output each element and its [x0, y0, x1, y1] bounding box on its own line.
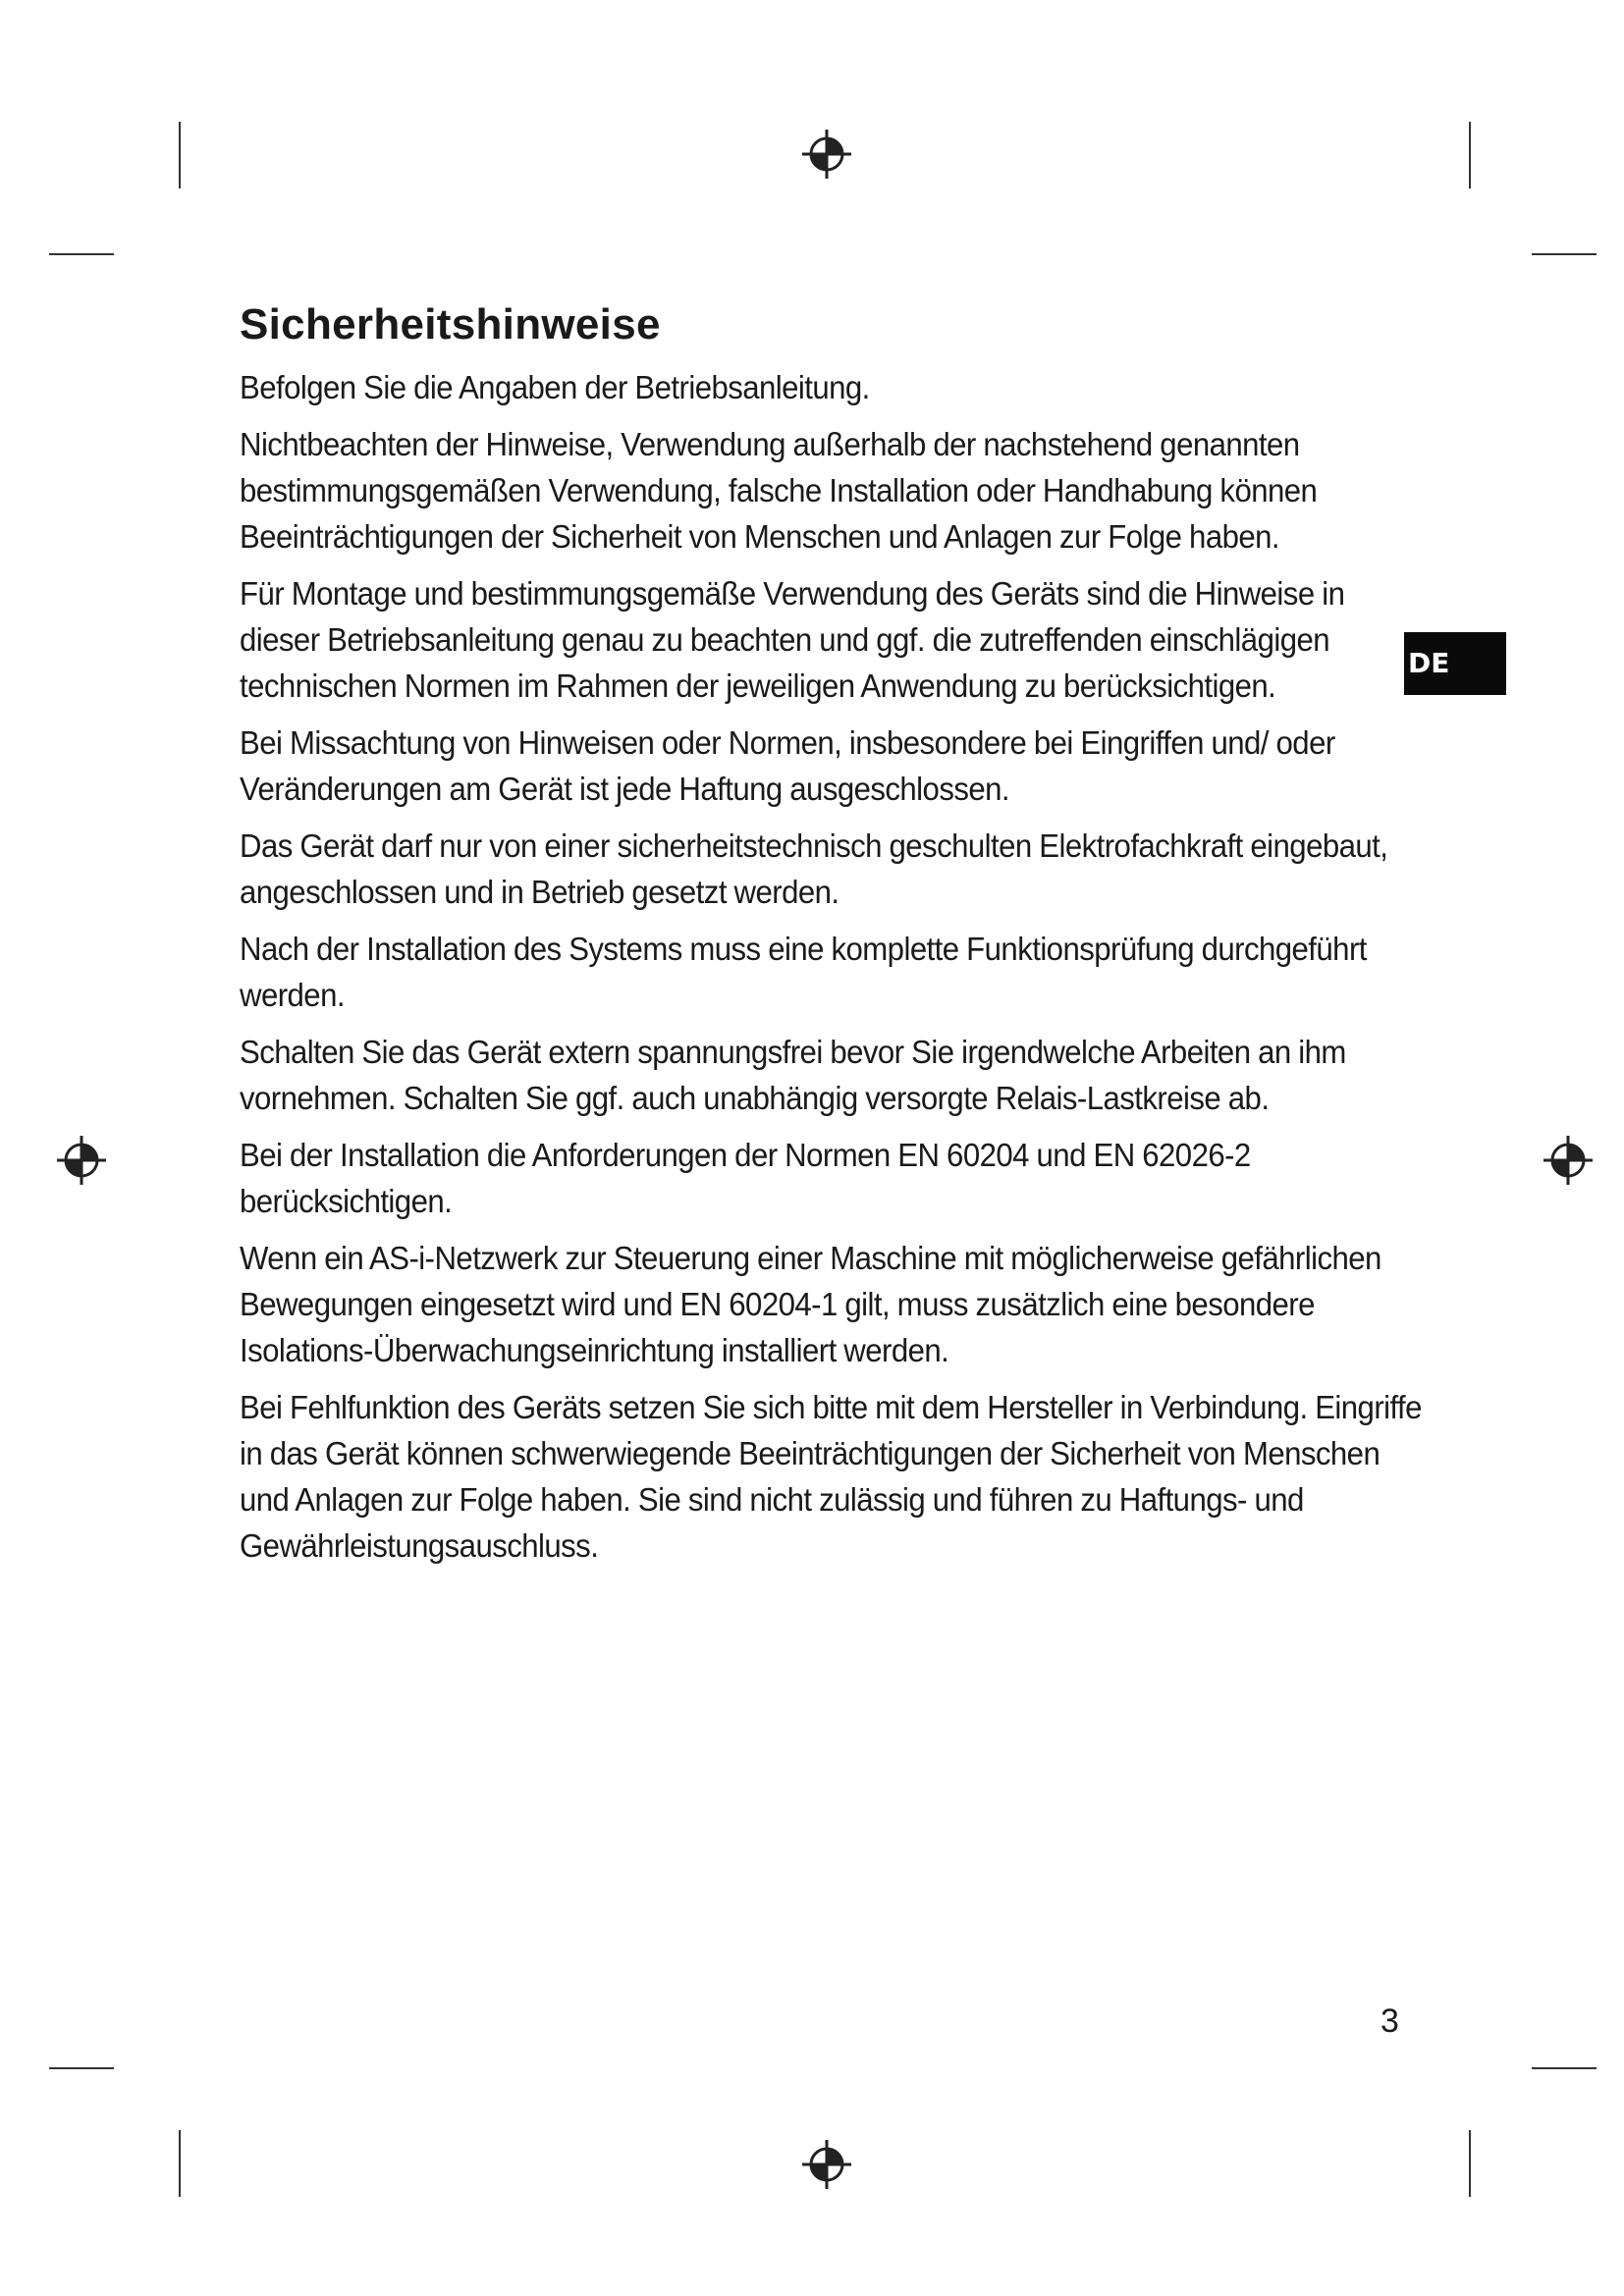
paragraph: Bei der Installation die Anforderungen der Normen EN 60204 und EN 62026-2 berücksichtigen. [240, 1138, 1251, 1220]
registration-target-icon [1542, 1134, 1595, 1187]
crop-mark-bottom-right-vertical [1469, 2130, 1471, 2197]
paragraph: Das Gerät darf nur von einer sicherheitstechnisch geschulten Elektrofachkraft eingebaut, angeschlossen und in Betrieb gesetzt werden. [240, 828, 1388, 911]
crop-mark-top-right-vertical [1469, 122, 1471, 188]
registration-target-icon [55, 1134, 108, 1187]
crop-mark-top-right-horizontal [1532, 253, 1597, 255]
page-title: Sicherheitshinweise [240, 300, 661, 348]
crop-mark-bottom-left-horizontal [49, 2067, 114, 2069]
paragraph: Bei Fehlfunktion des Geräts setzen Sie sich bitte mit dem Hersteller in Verbindung. Eingriffe in das Gerät können schwerwiegende Beeinträchtigungen der Sicherheit von Menschen und Anlagen zur Folge haben. Sie sind nicht zulässig und führen zu Haftungs- und Gewährleistungsauschluss. [240, 1390, 1422, 1565]
safety-instructions-section [240, 300, 1422, 1580]
paragraph: Nichtbeachten der Hinweise, Verwendung außerhalb der nachstehend genannten bestimmungsgemäßen Verwendung, falsche Installation oder Handhabung können Beeinträchtigungen der Sicherheit von Menschen und Anlagen zur Folge haben. [240, 427, 1318, 556]
paragraph: Für Montage und bestimmungsgemäße Verwendung des Geräts sind die Hinweise in dieser Betriebsanleitung genau zu beachten und ggf. die zutreffenden einschlägigen technischen Normen im Rahmen der jeweiligen Anwendung zu berücksichtigen. [240, 576, 1345, 705]
paragraph: Bei Missachtung von Hinweisen oder Normen, insbesondere bei Eingriffen und/ oder Veränderungen am Gerät ist jede Haftung ausgeschlossen. [240, 725, 1335, 808]
crop-mark-top-left-vertical [179, 122, 181, 188]
paragraph: Nach der Installation des Systems muss eine komplette Funktionsprüfung durchgeführt werden. [240, 932, 1367, 1014]
paragraph: Befolgen Sie die Angaben der Betriebsanleitung. [240, 370, 870, 406]
language-tab-label: DE [1408, 647, 1450, 679]
paragraph: Schalten Sie das Gerät extern spannungsfrei bevor Sie irgendwelche Arbeiten an ihm vornehmen. Schalten Sie ggf. auch unabhängig versorgte Relais-Lastkreise ab. [240, 1035, 1346, 1117]
paragraph: Wenn ein AS-i-Netzwerk zur Steuerung einer Maschine mit möglicherweise gefährlichen Bewegungen eingesetzt wird und EN 60204-1 gilt, muss zusätzlich eine besondere Isolations-Überwachungseinrichtung installiert werden. [240, 1241, 1381, 1369]
crop-mark-bottom-right-horizontal [1532, 2067, 1597, 2069]
crop-mark-bottom-left-vertical [179, 2130, 181, 2197]
registration-target-icon [800, 128, 853, 181]
page-number: 3 [1380, 2002, 1399, 2040]
crop-mark-top-left-horizontal [49, 253, 114, 255]
registration-target-icon [800, 2138, 853, 2191]
